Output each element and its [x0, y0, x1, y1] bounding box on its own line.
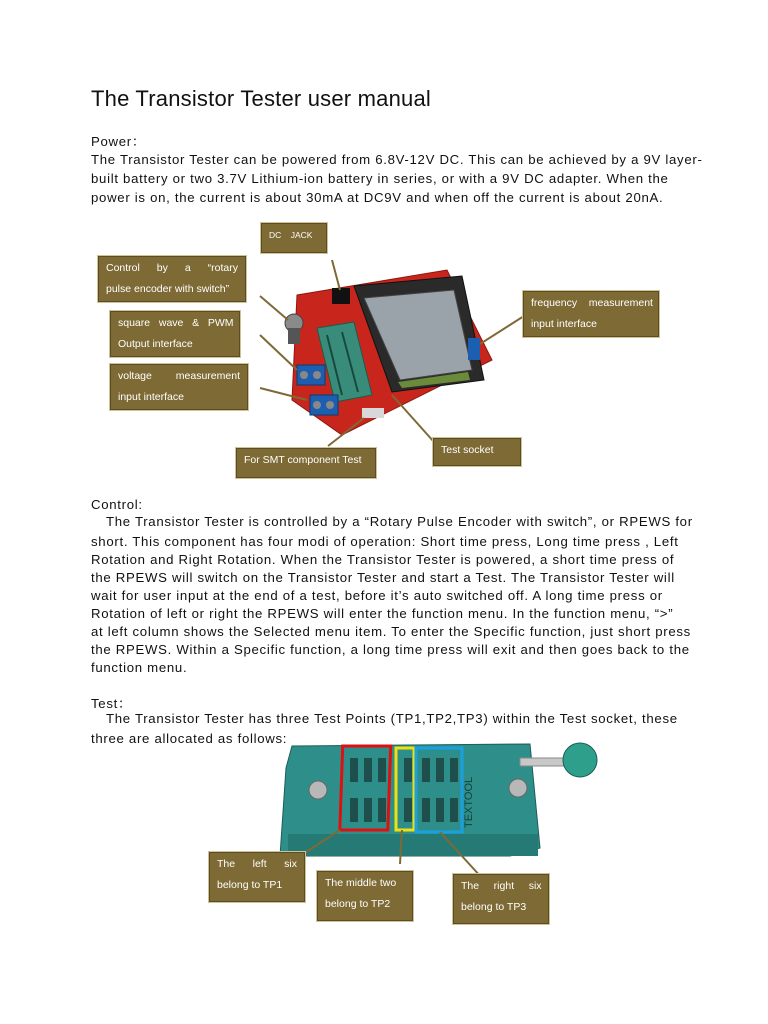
control-first-line: The Transistor Tester is controlled by a “Rotary Pulse Encoder with switch”, or RPEWS for: [106, 514, 693, 529]
control-line-4: wait for user input at the end of a test, before it’s auto switched off. A long time press or: [91, 588, 663, 603]
control-line-1: short. This component has four modi of operation: Short time press, Long time press , Left: [91, 534, 679, 549]
test-first-line: The Transistor Tester has three Test Points (TP1,TP2,TP3) within the Test socket, these: [106, 711, 678, 726]
callout-frequency: frequency measurement input interface: [522, 290, 660, 338]
control-line-5: Rotation of left or right the RPEWS will enter the function menu. In the function menu, “>”: [91, 606, 674, 621]
callout-voltage: voltage measurement input interface: [109, 363, 249, 411]
control-line-8: function menu.: [91, 660, 188, 675]
smt-pads: [362, 408, 384, 418]
test-heading: Test：: [91, 696, 132, 711]
callout-square-wave: square wave & PWM Output interface: [109, 310, 241, 358]
callout-rotary: Control by a “rotary pulse encoder with switch”: [97, 255, 247, 303]
power-line-1: The Transistor Tester can be powered from 6.8V-12V DC. This can be achieved by a 9V layer-: [91, 152, 703, 167]
screw-left: [309, 781, 327, 799]
callout-smt: For SMT component Test: [235, 447, 377, 479]
callout-tp1: The left six belong to TP1: [208, 851, 306, 903]
callout-tp3: The right six belong to TP3: [452, 873, 550, 925]
power-line-3: power is on, the current is about 30mA at DC9V and when off the current is about 20nA.: [91, 190, 664, 205]
lever-knob: [563, 743, 597, 777]
screw-right: [509, 779, 527, 797]
socket-figure: [200, 738, 610, 938]
board-figure: [92, 220, 660, 480]
control-heading: Control:: [91, 497, 143, 512]
control-line-3: the RPEWS will switch on the Transistor Tester and start a Test. The Transistor Tester will: [91, 570, 675, 585]
socket-marking: TEXTOOL: [463, 776, 475, 828]
callout-tp2: The middle two belong to TP2: [316, 870, 414, 922]
page-title: The Transistor Tester user manual: [91, 86, 432, 111]
control-line-2: Rotation and Right Rotation. When the Transistor Tester is powered, a short time press of: [91, 552, 675, 567]
control-line-6: at left column shows the Selected menu item. To enter the Specific function, just short press: [91, 624, 691, 639]
dc-jack: [332, 288, 350, 304]
callout-dc-jack: DC JACK: [260, 222, 328, 254]
callout-test-socket: Test socket: [432, 437, 522, 467]
test-second-line: three are allocated as follows:: [91, 731, 288, 746]
control-line-7: the RPEWS. Within a Specific function, a long time press will exit and then goes back to the: [91, 642, 690, 657]
power-heading: Power：: [91, 134, 146, 149]
power-line-2: built battery or two 3.7V Lithium-ion battery in series, or with a 9V DC adapter. When the: [91, 171, 669, 186]
